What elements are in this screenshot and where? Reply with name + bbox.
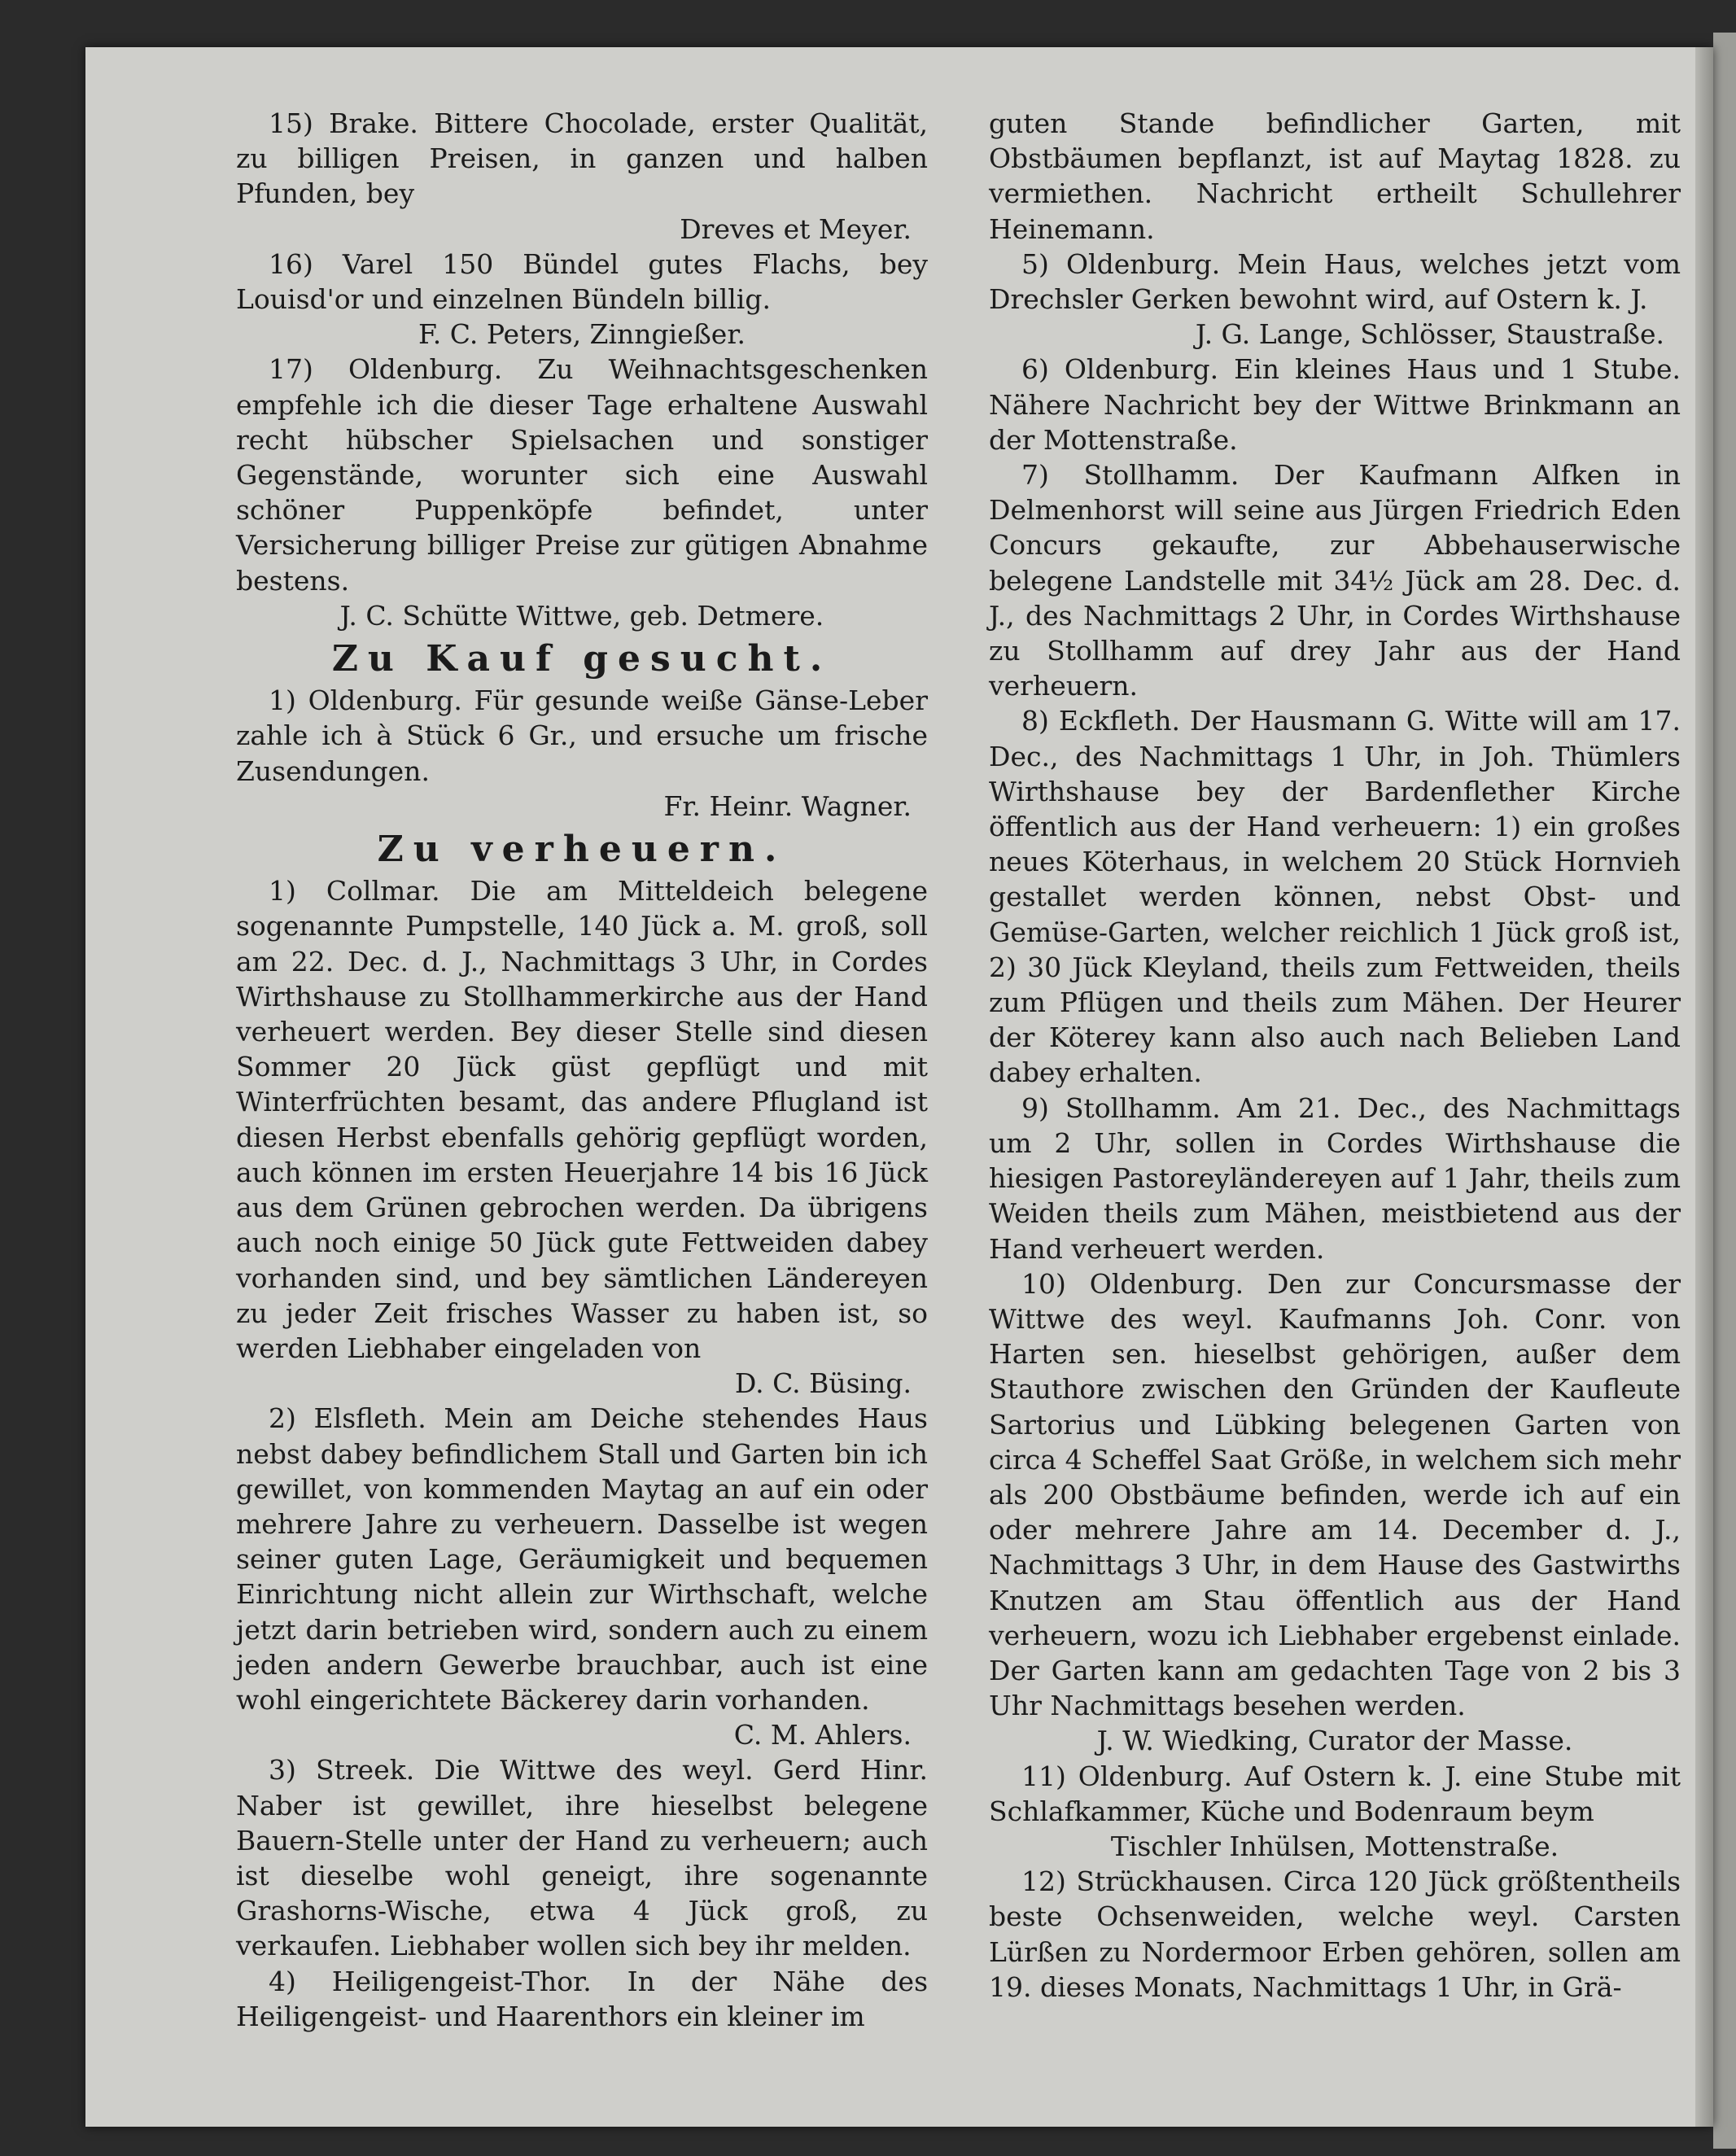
left-column (236, 106, 928, 2034)
verheuern-2: 2) Elsfleth. Mein am Deiche stehendes Haus nebst dabey befindlichem Stall und Garten bin ich gewillet, von kommenden Maytag an auf ein oder mehrere Jahre zu verheuern. Dasselbe ist wegen seiner guten Lage, Geräumigkeit und bequemen Einrichtung nicht allein zur Wirthschaft, welche jetzt darin betrieben wird, sondern auch zu einem jeden andern Gewerbe brauchbar, auch ist eine wohl eingerichtete Bäckerey darin vorhanden. (236, 1402, 928, 1716)
verheuern-5-signature: J. G. Lange, Schlösser, Staustraße. (1195, 318, 1664, 351)
right-column (989, 106, 1681, 2005)
verheuern-7: 7) Stollhamm. Der Kaufmann Alfken in Delmenhorst will seine aus Jürgen Friedrich Eden Concurs gekaufte, zur Abbehauserwische belegene Landstelle mit 34½ Jück am 28. Dec. d. J., des Nachmittags 2 Uhr, in Cordes Wirthshause zu Stollhamm auf drey Jahr aus der Hand verheuern. (989, 459, 1681, 702)
verheuern-6: 6) Oldenburg. Ein kleines Haus und 1 Stube. Nähere Nachricht bey der Wittwe Brinkmann an der Mottenstraße. (989, 353, 1681, 456)
section-heading-verheuern: Zu verheuern. (377, 829, 787, 871)
verheuern-2-signature: C. M. Ahlers. (733, 1719, 912, 1751)
verheuern-11: 11) Oldenburg. Auf Ostern k. J. eine Stube mit Schlafkammer, Küche und Bodenraum beym (989, 1760, 1681, 1827)
ad-15-signature: Dreves et Meyer. (680, 212, 912, 245)
verheuern-10: 10) Oldenburg. Den zur Concursmasse der Wittwe des weyl. Kaufmanns Joh. Conr. von Harten sen. hieselbst gehörigen, außer dem Stauthore zwischen den Gründen der Kaufleute Sartorius und Lübking belegenen Garten von circa 4 Scheffel Saat Größe, in welchem sich mehr als 200 Obstbäume befinden, werde ich auf ein oder mehrere Jahre am 14. December d. J., Nachmittags 3 Uhr, in dem Hause des Gastwirths Knutzen am Stau öffentlich aus der Hand verheuern, wozu ich Liebhaber ergebenst einlade. Der Garten kann am gedachten Tage von 2 bis 3 Uhr Nachmittags besehen werden. (989, 1267, 1681, 1722)
verheuern-1-signature: D. C. Büsing. (734, 1367, 912, 1400)
verheuern-11-signature: Tischler Inhülsen, Mottenstraße. (1110, 1830, 1559, 1862)
verheuern-4: 4) Heiligengeist-Thor. In der Nähe des Heiligengeist- und Haarenthors ein kleiner im (236, 1965, 928, 2032)
verheuern-1: 1) Collmar. Die am Mitteldeich belegene sogenannte Pumpstelle, 140 Jück a. M. groß, soll am 22. Dec. d. J., Nachmittags 3 Uhr, in Cordes Wirthshause zu Stollhammerkirche aus der Hand verheuert werden. Bey dieser Stelle sind diesen Sommer 20 Jück güst gepflügt und mit Winterfrüchten besamt, das andere Pflugland ist diesen Herbst ebenfalls gehörig gepflügt worden, auch können im ersten Heuerjahre 14 bis 16 Jück aus dem Grünen gebrochen werden. Da übrigens auch noch einige 50 Jück gute Fettweiden dabey vorhanden sind, und bey sämtlichen Ländereyen zu jeder Zeit frisches Wasser zu haben ist, so werden Liebhaber eingeladen von (236, 875, 928, 1364)
ad-17: 17) Oldenburg. Zu Weihnachtsgeschenken empfehle ich die dieser Tage erhaltene Auswahl recht hübscher Spielsachen und sonstiger Gegenstände, worunter sich eine Auswahl schöner Puppenköpfe befindet, unter Versicherung billiger Preise zur gütigen Abnahme bestens. (236, 353, 928, 597)
verheuern-8: 8) Eckfleth. Der Hausmann G. Witte will am 17. Dec., des Nachmittags 1 Uhr, in Joh. Thümlers Wirthshause bey der Bardenflether Kirche öffentlich aus der Hand verheuern: 1) ein großes neues Köterhaus, in welchem 20 Stück Hornvieh gestallet werden können, nebst Obst- und Gemüse-Garten, welcher reichlich 1 Jück groß ist, 2) 30 Jück Kleyland, theils zum Fettweiden, theils zum Pflügen und theils zum Mähen. Der Heurer der Köterey kann also auch nach Belieben Land dabey erhalten. (989, 705, 1681, 1089)
verheuern-5: 5) Oldenburg. Mein Haus, welches jetzt vom Drechsler Gerken bewohnt wird, auf Ostern k. J. (989, 247, 1681, 316)
ad-16-signature: F. C. Peters, Zinngießer. (418, 318, 746, 351)
verheuern-12: 12) Strückhausen. Circa 120 Jück größtentheils beste Ochsenweiden, welche weyl. Carsten Lürßen zu Nordermoor Erben gehören, sollen am 19. dieses Monats, Nachmittags 1 Uhr, in Grä- (989, 1865, 1681, 2003)
verheuern-10-signature: J. W. Wiedking, Curator der Masse. (1096, 1725, 1573, 1757)
ad-16: 16) Varel 150 Bündel gutes Flachs, bey Louisd'or und einzelnen Bündeln billig. (236, 247, 928, 316)
verheuern-4-continued: guten Stande befindlicher Garten, mit Obstbäumen bepflanzt, ist auf Maytag 1828. zu vermiethen. Nachricht ertheilt Schullehrer Heinemann. (989, 107, 1681, 245)
ad-15: 15) Brake. Bittere Chocolade, erster Qualität, zu billigen Preisen, in ganzen und halben Pfunden, bey (236, 107, 928, 210)
book-edge (1713, 33, 1736, 2149)
ad-17-signature: J. C. Schütte Wittwe, geb. Detmere. (339, 599, 824, 632)
kauf-1: 1) Oldenburg. Für gesunde weiße Gänse-Leber zahle ich à Stück 6 Gr., und ersuche um frische Zusendungen. (236, 684, 928, 787)
verheuern-3: 3) Streek. Die Wittwe des weyl. Gerd Hinr. Naber ist gewillet, ihre hieselbst belegene Bauern-Stelle unter der Hand zu verheuern; auch ist dieselbe wohl geneigt, ihre sogenannte Grashorns-Wische, etwa 4 Jück groß, zu verkaufen. Liebhaber wollen sich bey ihr melden. (236, 1754, 928, 1962)
verheuern-9: 9) Stollhamm. Am 21. Dec., des Nachmittags um 2 Uhr, sollen in Cordes Wirthshause die hiesigen Pastoreyländereyen auf 1 Jahr, theils zum Weiden theils zum Mähen, meistbietend aus der Hand verheuert werden. (989, 1091, 1681, 1265)
kauf-1-signature: Fr. Heinr. Wagner. (663, 789, 912, 822)
section-heading-kauf: Zu Kauf gesucht. (331, 638, 833, 680)
